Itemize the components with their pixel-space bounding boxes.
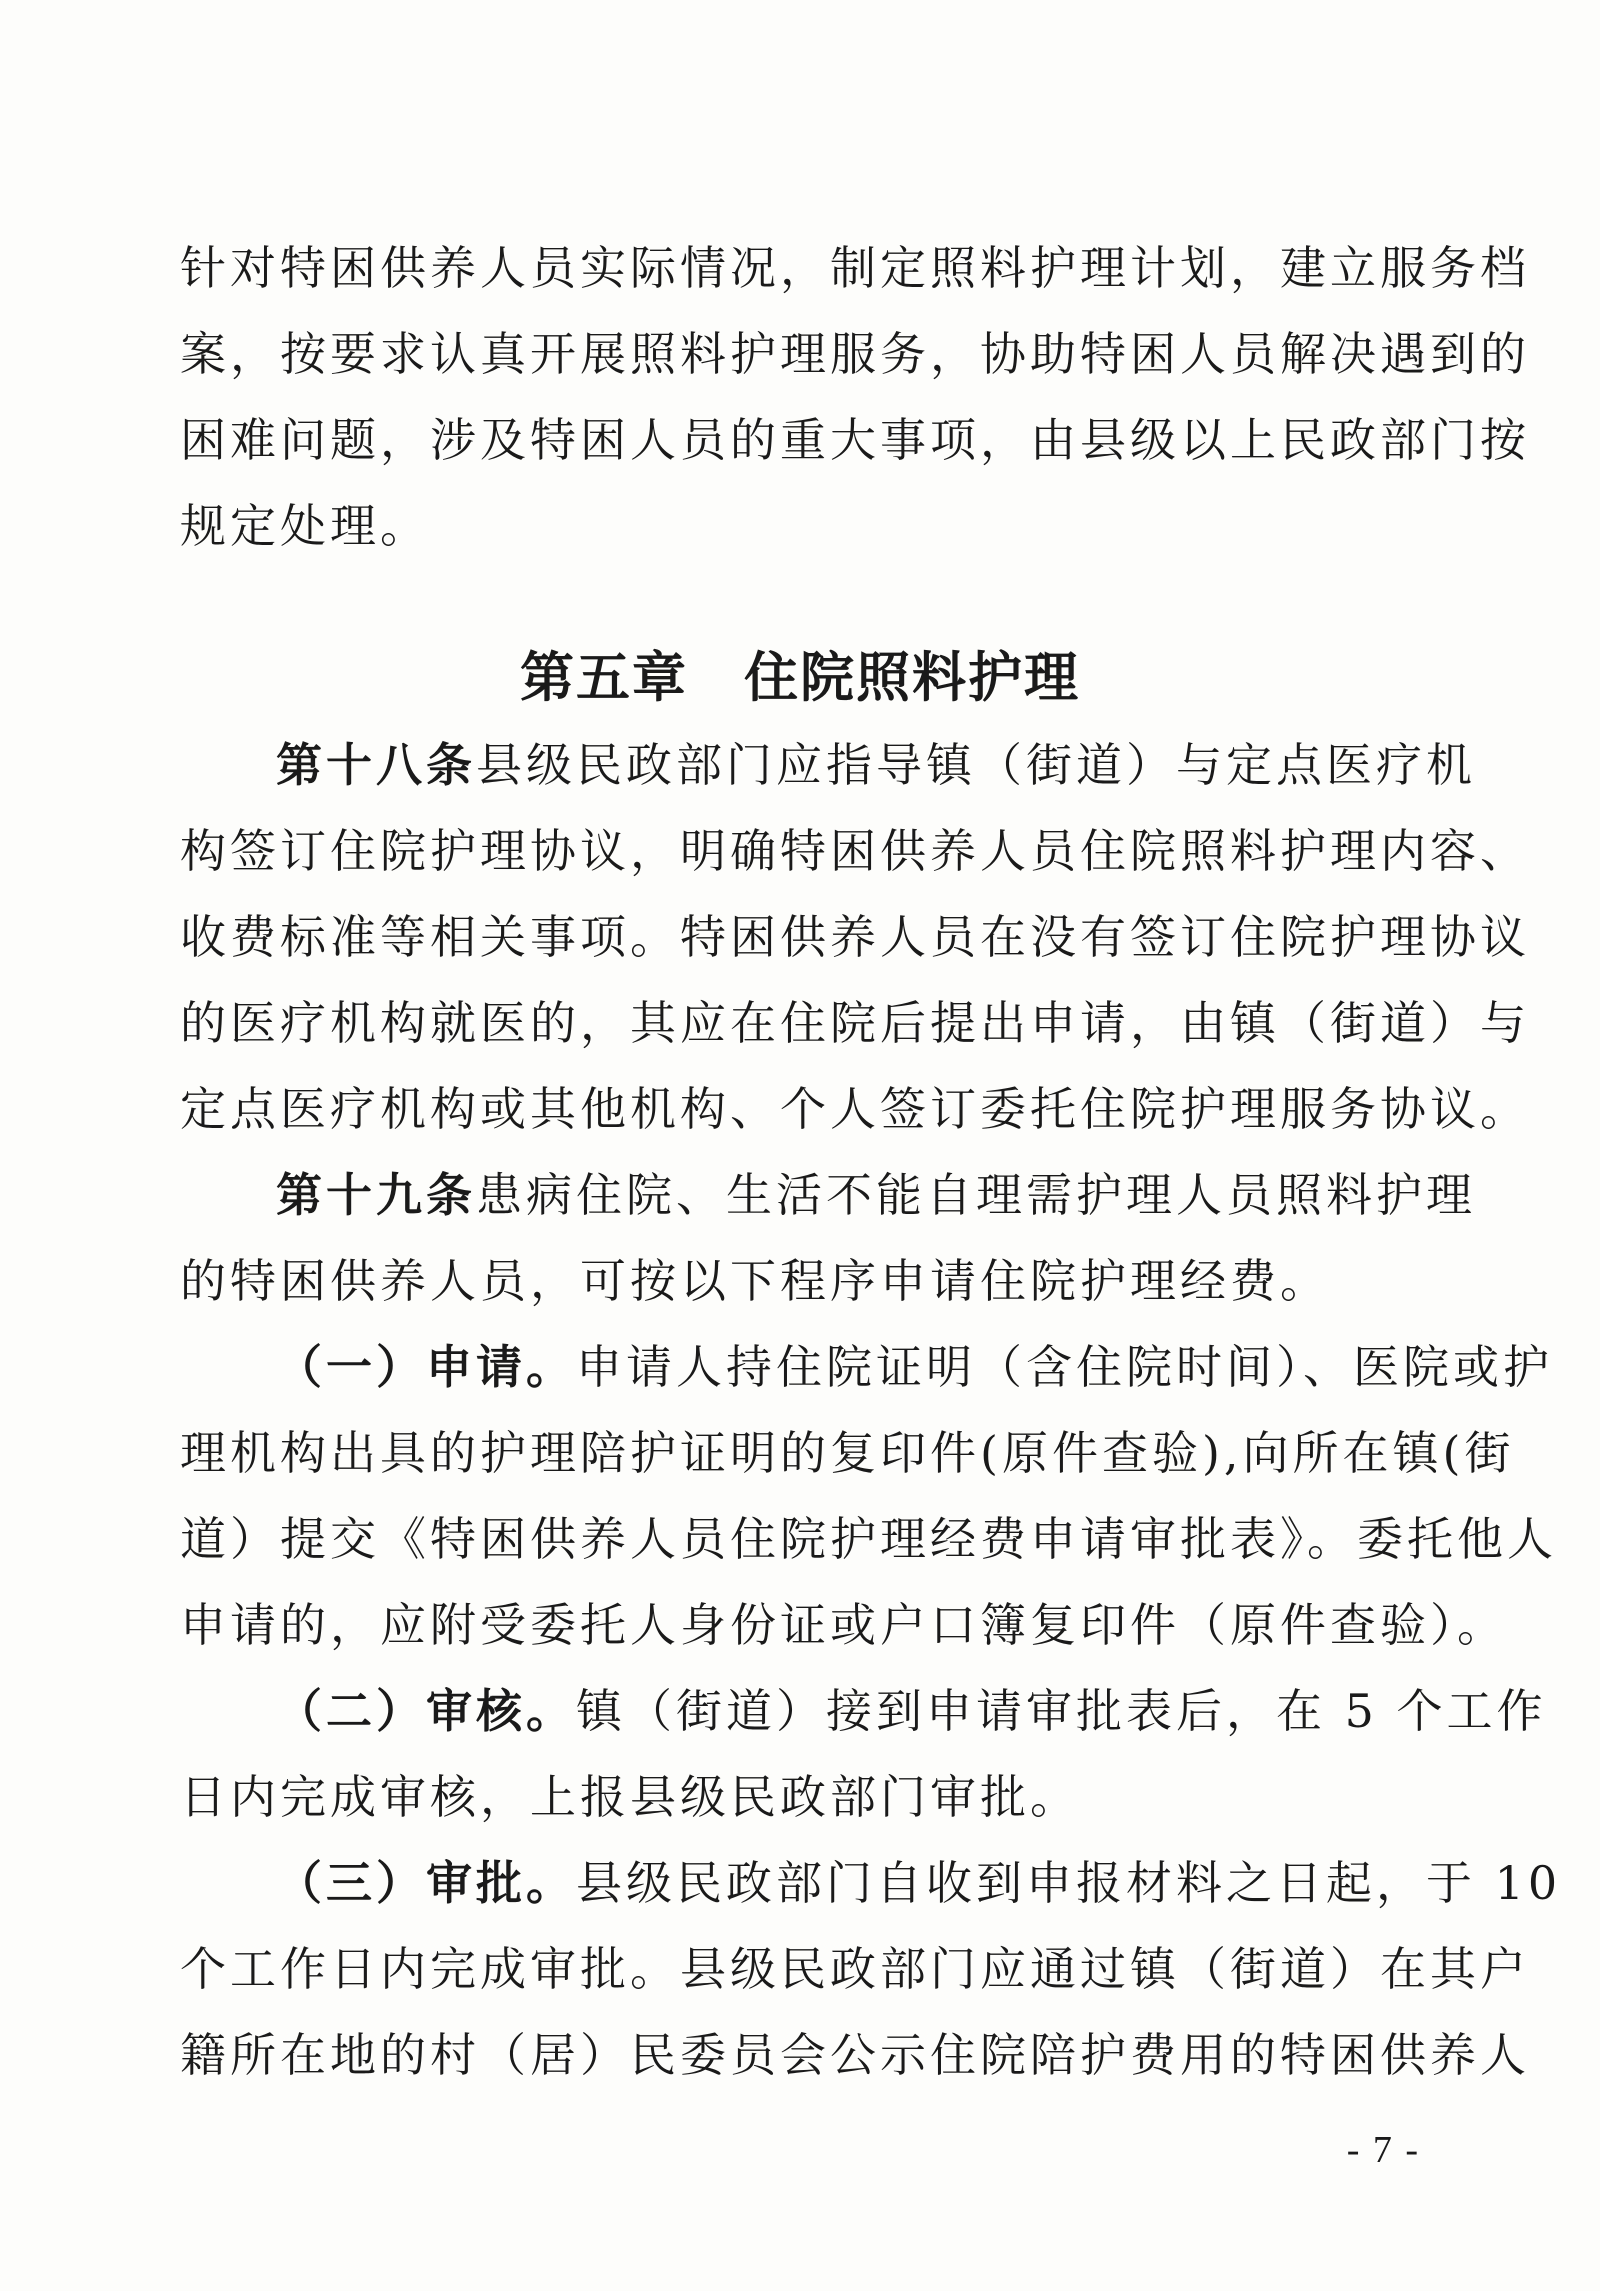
text-line: 收费标准等相关事项。特困供养人员在没有签订住院护理协议	[180, 910, 1530, 964]
article-label: 第十八条	[276, 738, 476, 792]
item-text: 镇（街道）接到申请审批表后，在 5 个工作	[576, 1684, 1547, 1738]
text-line: 理机构出具的护理陪护证明的复印件(原件查验),向所在镇(街	[180, 1426, 1515, 1480]
item-label: （二）审核。	[276, 1684, 576, 1738]
text-line	[180, 722, 1476, 808]
article-text: 患病住院、生活不能自理需护理人员照料护理	[476, 1168, 1476, 1222]
text-line	[180, 1324, 1553, 1410]
text-line: 道）提交《特困供养人员住院护理经费申请审批表》。委托他人	[180, 1512, 1557, 1566]
item-label: （三）审批。	[276, 1856, 576, 1910]
text-line: 日内完成审核，上报县级民政部门审批。	[180, 1770, 1080, 1824]
text-line: 的医疗机构就医的，其应在住院后提出申请，由镇（街道）与	[180, 996, 1530, 1050]
text-line: 申请的，应附受委托人身份证或户口簿复印件（原件查验）。	[180, 1598, 1507, 1652]
text-line: 规定处理。	[180, 499, 430, 553]
text-line: 的特困供养人员，可按以下程序申请住院护理经费。	[180, 1254, 1330, 1308]
text-line	[180, 1152, 1476, 1238]
chapter-heading	[0, 635, 1600, 712]
chapter-number: 第五章	[520, 645, 688, 709]
chapter-title: 住院照料护理	[744, 645, 1080, 709]
text-line	[180, 1840, 1562, 1926]
text-line: 针对特困供养人员实际情况，制定照料护理计划，建立服务档	[180, 241, 1530, 295]
text-line: 案，按要求认真开展照料护理服务，协助特困人员解决遇到的	[180, 327, 1530, 381]
article-text: 县级民政部门应指导镇（街道）与定点医疗机	[476, 738, 1476, 792]
text-line: 困难问题，涉及特困人员的重大事项，由县级以上民政部门按	[180, 413, 1530, 467]
text-line: 个工作日内完成审批。县级民政部门应通过镇（街道）在其户	[180, 1942, 1530, 1996]
item-text: 县级民政部门自收到申报材料之日起，于 10	[576, 1856, 1562, 1910]
text-line: 构签订住院护理协议，明确特困供养人员住院照料护理内容、	[180, 824, 1530, 878]
text-line: 定点医疗机构或其他机构、个人签订委托住院护理服务协议。	[180, 1082, 1530, 1136]
item-label: （一）申请。	[276, 1340, 576, 1394]
article-label: 第十九条	[276, 1168, 476, 1222]
text-line: 籍所在地的村（居）民委员会公示住院陪护费用的特困供养人	[180, 2028, 1530, 2082]
text-line	[180, 1668, 1547, 1754]
item-text: 申请人持住院证明（含住院时间）、医院或护	[576, 1340, 1553, 1394]
page-number: - 7 -	[1346, 2129, 1420, 2171]
